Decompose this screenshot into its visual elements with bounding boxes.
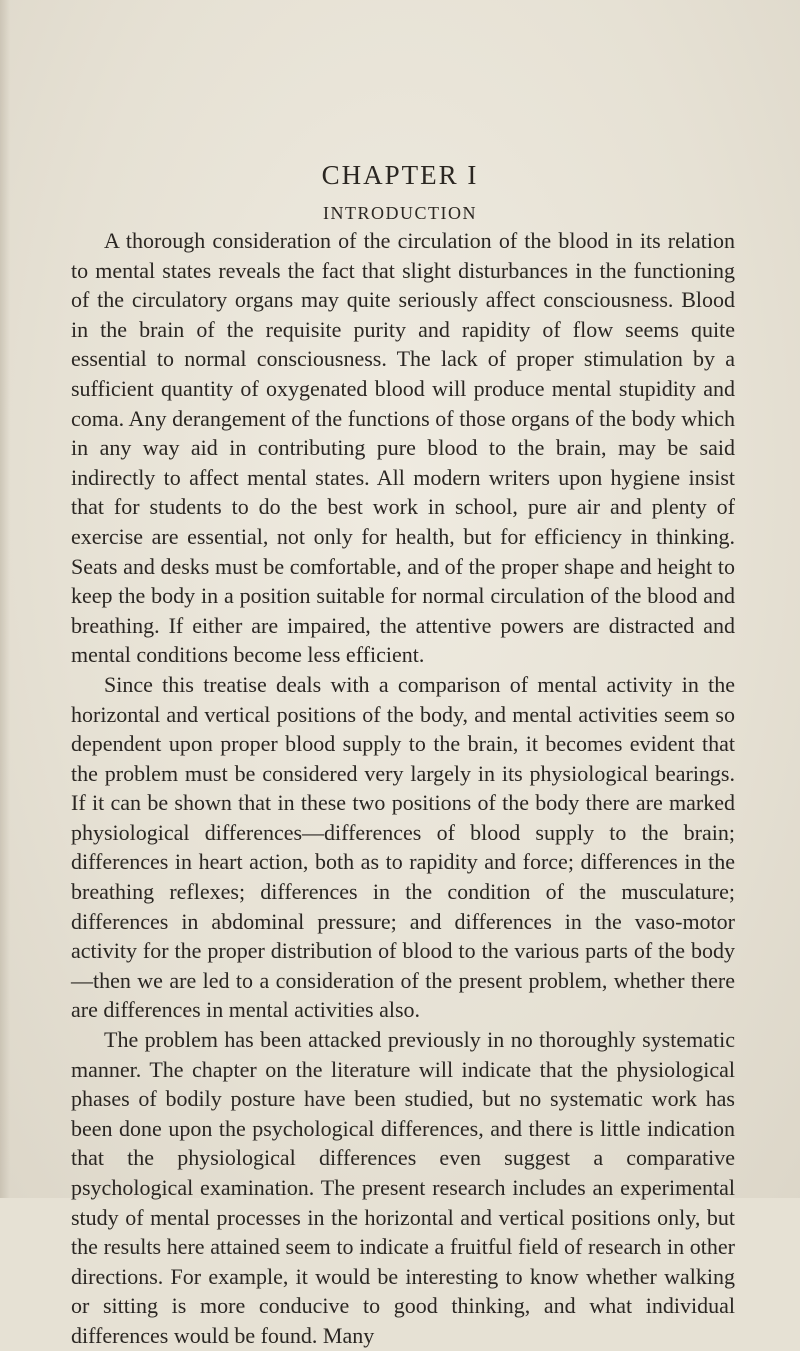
paragraph: Since this treatise deals with a comparison of mental activity in the horizontal and vertical positions of the body, and mental activities seem so dependent upon proper blood supply to the brain, it becomes evident that the problem must be considered very largely in its physiological bearings. If it can be shown that in these two positions of the body there are marked physiological differences—differences of blood supply to the brain; differences in heart action, both as to rapidity and force; differences in the breathing reflexes; differences in the condition of the musculature; differences in abdominal pressure; and differences in the vaso-motor activity for the proper distribution of blood to the various parts of the body—then we are led to a consideration of the present problem, whether there are differences in mental activities also. (71, 671, 735, 1023)
paragraph: A thorough consideration of the circulation of the blood in its relation to mental states reveals the fact that slight disturbances in the functioning of the circulatory organs may quite seriously affect consciousness. Blood in the brain of the requisite purity and rapidity of flow seems quite essential to normal consciousness. The lack of proper stimulation by a sufficient quantity of oxygenated blood will produce mental stupidity and coma. Any derangement of the functions of those organs of the body which in any way aid in contributing pure blood to the brain, may be said indirectly to affect mental states. All modern writers upon hygiene insist that for students to do the best work in school, pure air and plenty of exercise are essential, not only for health, but for efficiency in thinking. Seats and desks must be comfortable, and of the proper shape and height to keep the body in a position suitable for normal circulation of the blood and breathing. If either are impaired, the attentive powers are distracted and mental conditions become less efficient. (71, 228, 735, 668)
body-text (71, 226, 735, 1351)
paragraph: The problem has been attacked previously in no thoroughly systematic manner. The chapter on the literature will indicate that the physiological phases of bodily posture have been studied, but no systematic work has been done upon the psychological differences, and there is little indication that the physiological differences even suggest a comparative psychological examination. The present research includes an experimental study of mental processes in the horizontal and vertical positions only, but the results here attained seem to indicate a fruitful field of research in other directions. For example, it would be interesting to know whether walking or sitting is more conducive to good thinking, and what individual differences would be found. Many (71, 1027, 735, 1348)
chapter-title: CHAPTER I (321, 160, 479, 190)
chapter-subtitle: INTRODUCTION (323, 203, 477, 223)
